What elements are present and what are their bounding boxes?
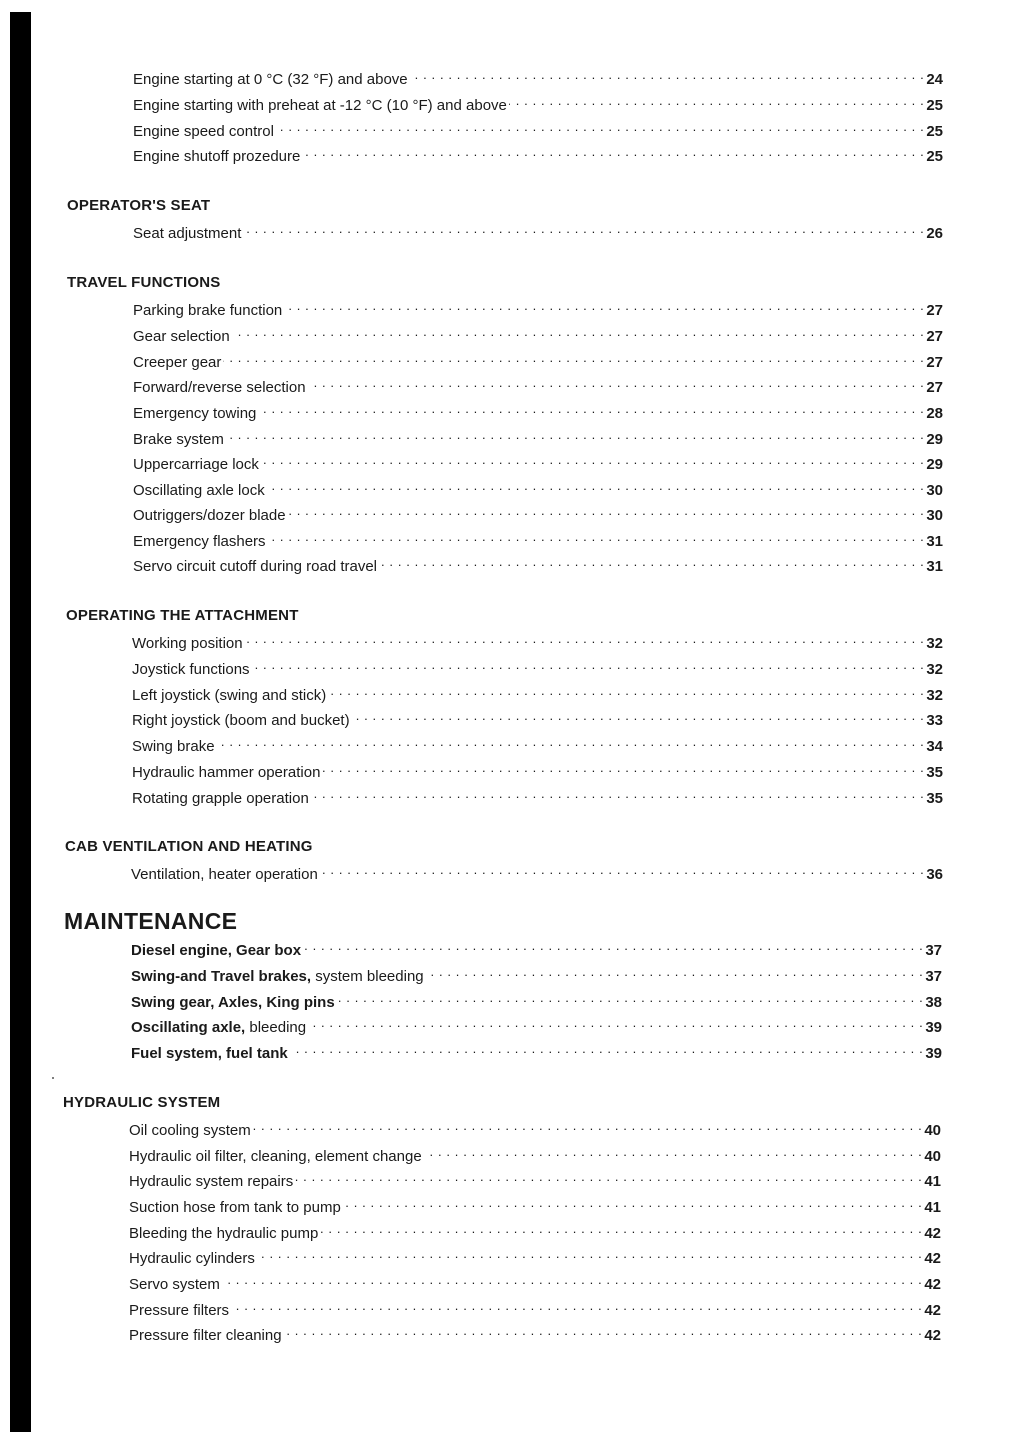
entry-title-rest: bleeding [245, 1019, 307, 1036]
section-heading-travel-functions: TRAVEL FUNCTIONS [67, 274, 221, 291]
entry-title [131, 968, 426, 985]
entry-title: Pressure filter cleaning [129, 1327, 282, 1344]
leader-dots [308, 1014, 923, 1032]
leader-dots [267, 477, 925, 495]
entry-page: 42 [924, 1225, 941, 1242]
entry-title: Bleeding the hydraulic pump [129, 1225, 319, 1242]
major-heading-maintenance: MAINTENANCE [64, 908, 238, 934]
leader-dots [222, 1271, 922, 1289]
toc-entry[interactable] [132, 656, 943, 676]
leader-dots [257, 1245, 922, 1263]
entry-page: 41 [924, 1199, 941, 1216]
toc-entry[interactable] [133, 349, 943, 369]
leader-dots [223, 349, 924, 367]
entry-page: 27 [926, 302, 943, 319]
toc-entry[interactable] [133, 118, 943, 138]
leader-dots [276, 118, 924, 136]
entry-page: 35 [926, 790, 943, 807]
toc-entry[interactable] [131, 861, 943, 881]
entry-title: Creeper gear [133, 354, 222, 371]
toc-entry[interactable] [132, 682, 943, 702]
section-heading-hydraulic-system: HYDRAULIC SYSTEM [63, 1094, 221, 1111]
toc-entry[interactable] [133, 426, 943, 446]
entry-title [131, 994, 337, 1011]
leader-dots [252, 656, 925, 674]
entry-page: 40 [924, 1122, 941, 1139]
leader-dots [258, 400, 924, 418]
entry-page: 42 [924, 1276, 941, 1293]
toc-entry[interactable] [133, 502, 943, 522]
entry-title: Joystick functions [132, 661, 250, 678]
entry-title: Rotating grapple operation [132, 790, 309, 807]
section-heading-operators-seat: OPERATOR'S SEAT [67, 197, 211, 214]
leader-dots [226, 426, 924, 444]
scan-edge-bar [10, 12, 31, 1432]
entry-page: 31 [926, 533, 943, 550]
leader-dots [320, 1220, 922, 1238]
entry-title-bold: Oscillating axle, [131, 1019, 246, 1036]
entry-page: 42 [924, 1327, 941, 1344]
entry-title [131, 1045, 290, 1062]
entry-page: 30 [926, 507, 943, 524]
toc-entry[interactable] [133, 92, 943, 112]
section-heading-cab-ventilation: CAB VENTILATION AND HEATING [65, 838, 313, 855]
entry-title: Suction hose from tank to pump [129, 1199, 341, 1216]
toc-entry[interactable] [129, 1117, 941, 1137]
entry-page: 27 [926, 328, 943, 345]
entry-title: Emergency towing [133, 405, 257, 422]
entry-page: 31 [926, 558, 943, 575]
toc-entry[interactable] [132, 707, 943, 727]
toc-entry[interactable] [132, 759, 943, 779]
entry-page: 29 [926, 431, 943, 448]
entry-title: Hydraulic system repairs [129, 1173, 294, 1190]
entry-page: 25 [926, 97, 943, 114]
leader-dots [509, 92, 924, 110]
entry-title [131, 942, 303, 959]
entry-page: 37 [925, 942, 942, 959]
entry-page: 30 [926, 482, 943, 499]
leader-dots [295, 1168, 922, 1186]
toc-entry[interactable] [131, 963, 942, 983]
leader-dots [268, 528, 925, 546]
leader-dots [290, 1040, 924, 1058]
entry-title: Left joystick (swing and stick) [132, 687, 327, 704]
toc-entry[interactable] [133, 400, 943, 420]
entry-page: 42 [924, 1302, 941, 1319]
entry-title: Right joystick (boom and bucket) [132, 712, 350, 729]
entry-page: 27 [926, 379, 943, 396]
toc-entry[interactable] [129, 1143, 941, 1163]
entry-title: Engine speed control [133, 123, 274, 140]
toc-entry[interactable] [133, 297, 943, 317]
entry-title: Hydraulic oil filter, cleaning, element change [129, 1148, 422, 1165]
scan-speck [52, 1077, 54, 1079]
toc-entry[interactable] [133, 553, 943, 573]
entry-title: Engine starting at 0 °C (32 °F) and above [133, 71, 408, 88]
toc-entry[interactable] [129, 1271, 941, 1291]
entry-page: 26 [926, 225, 943, 242]
entry-page: 39 [925, 1045, 942, 1062]
entry-title: Parking brake function [133, 302, 283, 319]
entry-title: Servo system [129, 1276, 220, 1293]
toc-entry[interactable] [131, 1040, 942, 1060]
toc-entry[interactable] [133, 451, 943, 471]
leader-dots [379, 553, 924, 571]
entry-title: Emergency flashers [133, 533, 266, 550]
entry-page: 27 [926, 354, 943, 371]
leader-dots [284, 297, 924, 315]
entry-title: Swing brake [132, 738, 215, 755]
leader-dots [352, 707, 925, 725]
entry-title: Engine starting with preheat at -12 °C (10 °F) and above [133, 97, 507, 114]
leader-dots [284, 1322, 923, 1340]
entry-title: Gear selection [133, 328, 230, 345]
entry-title: Forward/reverse selection [133, 379, 306, 396]
entry-page: 24 [926, 71, 943, 88]
entry-page: 34 [926, 738, 943, 755]
leader-dots [343, 1194, 923, 1212]
entry-title-bold: Swing-and Travel brakes, [131, 968, 312, 985]
entry-title: Servo circuit cutoff during road travel [133, 558, 378, 575]
leader-dots [217, 733, 925, 751]
entry-title: Uppercarriage lock [133, 456, 259, 473]
leader-dots [243, 220, 924, 238]
leader-dots [322, 759, 924, 777]
leader-dots [232, 323, 925, 341]
entry-title-bold: Diesel engine, Gear box [131, 942, 302, 959]
toc-entry[interactable] [131, 989, 942, 1009]
section-heading-operating-attachment: OPERATING THE ATTACHMENT [66, 607, 299, 624]
entry-page: 25 [926, 148, 943, 165]
toc-entry[interactable] [133, 477, 943, 497]
entry-page: 25 [926, 123, 943, 140]
toc-entry[interactable] [129, 1297, 941, 1317]
entry-title-bold: Swing gear, Axles, King pins [131, 994, 335, 1011]
toc-entry[interactable] [129, 1220, 941, 1240]
entry-title: Pressure filters [129, 1302, 230, 1319]
leader-dots [337, 989, 924, 1007]
leader-dots [426, 963, 924, 981]
entry-title: Engine shutoff prozedure [133, 148, 301, 165]
toc-entry[interactable] [133, 374, 943, 394]
toc-entry[interactable] [133, 220, 943, 240]
leader-dots [253, 1117, 923, 1135]
leader-dots [288, 502, 925, 520]
toc-entry[interactable] [132, 733, 943, 753]
entry-title: Brake system [133, 431, 224, 448]
entry-title [131, 1019, 308, 1036]
toc-entry[interactable] [132, 785, 943, 805]
entry-title: Oscillating axle lock [133, 482, 265, 499]
entry-page: 35 [926, 764, 943, 781]
entry-page: 28 [926, 405, 943, 422]
entry-page: 42 [924, 1250, 941, 1267]
entry-title: Oil cooling system [129, 1122, 251, 1139]
toc-entry[interactable] [133, 143, 943, 163]
entry-page: 39 [925, 1019, 942, 1036]
toc-entry[interactable] [131, 937, 942, 957]
leader-dots [410, 66, 925, 84]
toc-entry[interactable] [131, 1014, 942, 1034]
entry-title: Ventilation, heater operation [131, 866, 318, 883]
leader-dots [302, 143, 924, 161]
leader-dots [320, 861, 925, 879]
leader-dots [308, 374, 925, 392]
entry-title: Outriggers/dozer blade [133, 507, 286, 524]
entry-page: 33 [926, 712, 943, 729]
entry-title-rest: system bleeding [311, 968, 424, 985]
entry-page: 32 [926, 661, 943, 678]
toc-entry[interactable] [129, 1194, 941, 1214]
leader-dots [245, 630, 925, 648]
toc-entry[interactable] [132, 630, 943, 650]
entry-title-bold: Fuel system, fuel tank [131, 1045, 288, 1062]
entry-page: 29 [926, 456, 943, 473]
toc-entry[interactable] [129, 1245, 941, 1265]
entry-page: 41 [924, 1173, 941, 1190]
leader-dots [311, 785, 925, 803]
leader-dots [231, 1297, 922, 1315]
entry-title: Hydraulic hammer operation [132, 764, 321, 781]
toc-entry[interactable] [129, 1322, 941, 1342]
toc-entry[interactable] [129, 1168, 941, 1188]
entry-page: 37 [925, 968, 942, 985]
toc-entry[interactable] [133, 66, 943, 86]
entry-title: Seat adjustment [133, 225, 242, 242]
entry-page: 32 [926, 687, 943, 704]
entry-title: Working position [132, 635, 243, 652]
leader-dots [261, 451, 924, 469]
leader-dots [303, 937, 923, 955]
leader-dots [424, 1143, 923, 1161]
leader-dots [328, 682, 924, 700]
entry-title: Hydraulic cylinders [129, 1250, 255, 1267]
entry-page: 32 [926, 635, 943, 652]
toc-entry[interactable] [133, 323, 943, 343]
toc-entry[interactable] [133, 528, 943, 548]
entry-page: 36 [926, 866, 943, 883]
entry-page: 38 [925, 994, 942, 1011]
entry-page: 40 [924, 1148, 941, 1165]
